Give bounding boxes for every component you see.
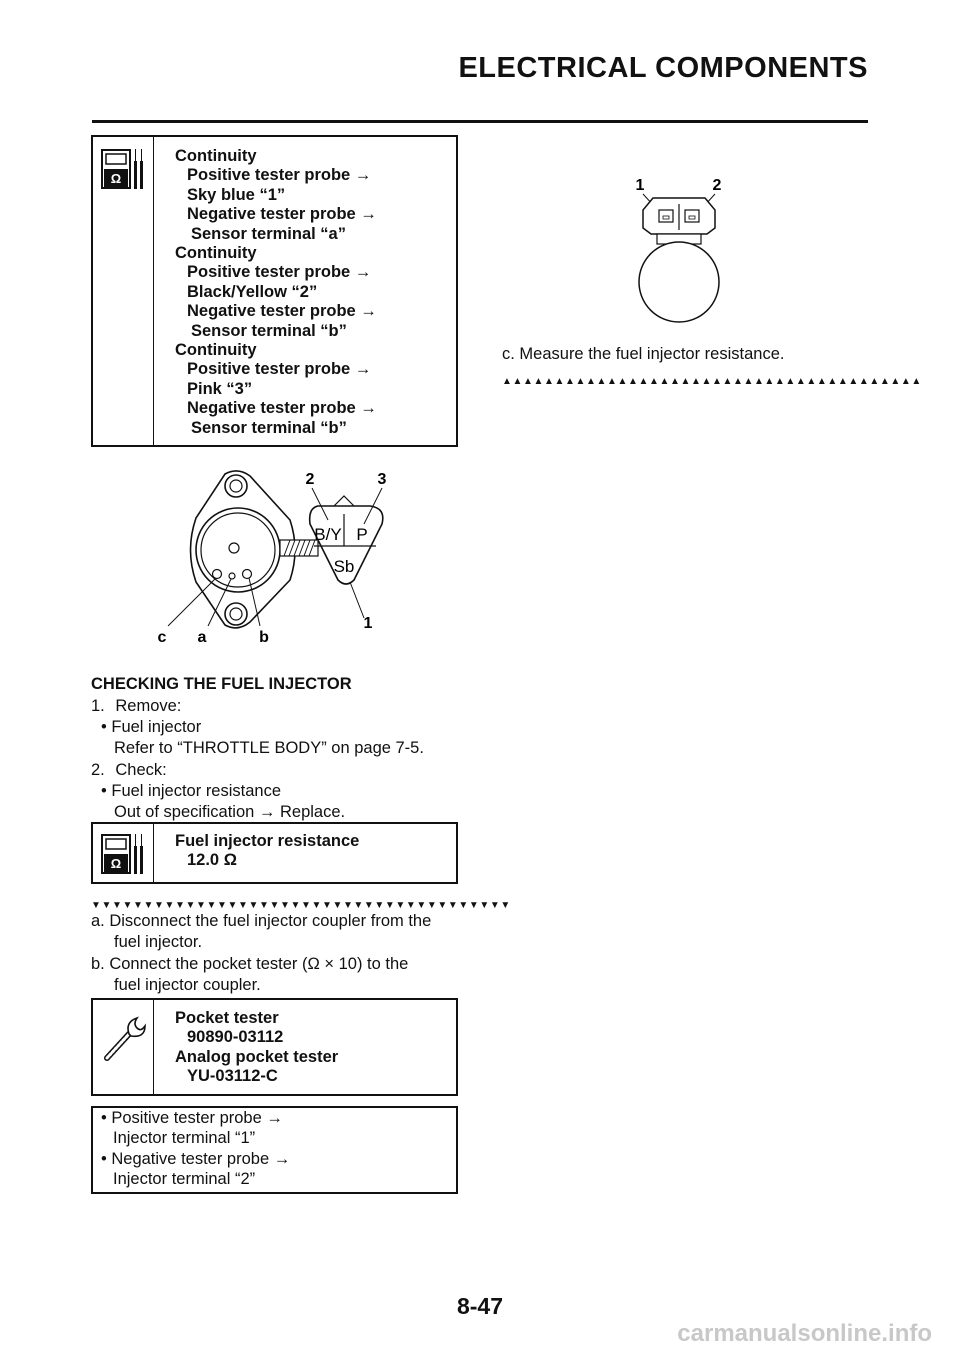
- continuity-line: Negative tester probe →: [187, 302, 377, 321]
- probe-note-text: [101, 1108, 290, 1190]
- resistance-value: 12.0 Ω: [187, 851, 237, 870]
- callout-b: b: [259, 629, 269, 646]
- multimeter-icon: [101, 147, 145, 191]
- tool-number-2: YU-03112-C: [187, 1067, 278, 1086]
- multimeter-icon: [101, 832, 145, 876]
- step-2-text: Check:: [115, 761, 167, 779]
- icon-cell: [93, 824, 154, 882]
- substep-c: c. Measure the fuel injector resistance.: [502, 345, 785, 363]
- page-number: 8-47: [456, 1293, 504, 1319]
- callout-2: 2: [305, 471, 315, 488]
- callout-c: c: [157, 629, 167, 646]
- continuity-line: Sky blue “1”: [187, 185, 286, 204]
- continuity-line: Continuity: [175, 147, 257, 165]
- tool-spec-box: [91, 998, 458, 1096]
- substep-b-cont: fuel injector coupler.: [114, 976, 261, 994]
- tool-name-1: Pocket tester: [175, 1009, 279, 1027]
- step-2: [91, 760, 167, 781]
- continuity-line: Sensor terminal “a”: [191, 224, 346, 243]
- step-2-number: 2.: [91, 761, 105, 779]
- icon-cell: [93, 1000, 154, 1094]
- pin-label-p: P: [356, 525, 368, 544]
- resistance-title: Fuel injector resistance: [175, 832, 360, 850]
- step-1-text: Remove:: [115, 697, 182, 715]
- continuity-line: Positive tester probe →: [187, 360, 372, 379]
- svg-text:Ω: Ω: [110, 856, 122, 871]
- continuity-line: Continuity: [175, 341, 257, 360]
- probe-note-box: [91, 1106, 458, 1194]
- svg-text:Ω: Ω: [110, 171, 122, 186]
- tool-spec-text: [175, 1009, 338, 1087]
- throttle-sensor-diagram: [150, 462, 410, 652]
- wrench-icon: [99, 1014, 147, 1062]
- callout-3: 3: [377, 471, 387, 488]
- probe-positive-terminal: Injector terminal “1”: [113, 1129, 256, 1148]
- continuity-line: Negative tester probe →: [187, 399, 377, 418]
- section-heading: CHECKING THE FUEL INJECTOR: [91, 675, 352, 693]
- continuity-line: Sensor terminal “b”: [191, 418, 347, 437]
- probe-negative-terminal: Injector terminal “2”: [113, 1170, 256, 1189]
- pin-label-sb: Sb: [333, 557, 355, 576]
- callout-1: 1: [635, 177, 645, 194]
- continuity-line: Sensor terminal “b”: [191, 321, 347, 340]
- tool-name-2: Analog pocket tester: [175, 1047, 339, 1066]
- page-title: ELECTRICAL COMPONENTS: [458, 52, 868, 84]
- continuity-line: Pink “3”: [187, 379, 253, 398]
- substep-a-cont: fuel injector.: [114, 933, 203, 951]
- callout-a: a: [197, 629, 207, 646]
- procedure-start-marker: ▼▼▼▼▼▼▼▼▼▼▼▼▼▼▼▼▼▼▼▼▼▼▼▼▼▼▼▼▼▼▼▼▼▼▼▼▼▼▼▼: [91, 900, 511, 911]
- fuel-injector-diagram: [625, 170, 745, 340]
- header-rule: [92, 120, 868, 123]
- continuity-line: Continuity: [175, 244, 257, 263]
- substep-a: a. Disconnect the fuel injector coupler from the: [91, 912, 432, 930]
- resistance-spec-box: [91, 822, 458, 884]
- continuity-line: Negative tester probe →: [187, 205, 377, 224]
- resistance-spec-text: [175, 832, 359, 871]
- step-1-item: • Fuel injector: [101, 718, 202, 736]
- callout-1: 1: [363, 615, 373, 632]
- continuity-line: Black/Yellow “2”: [187, 282, 318, 301]
- tool-number-1: 90890-03112: [187, 1028, 284, 1047]
- callout-2: 2: [712, 177, 722, 194]
- step-1-number: 1.: [91, 697, 105, 715]
- continuity-line: Positive tester probe →: [187, 263, 372, 282]
- procedure-end-marker: ▲▲▲▲▲▲▲▲▲▲▲▲▲▲▲▲▲▲▲▲▲▲▲▲▲▲▲▲▲▲▲▲▲▲▲▲▲▲▲▲: [502, 376, 922, 387]
- pin-label-by: B/Y: [314, 525, 342, 544]
- step-2-reference: Out of specification → Replace.: [114, 803, 346, 821]
- continuity-line: Positive tester probe →: [187, 166, 372, 185]
- watermark: carmanualsonline.info: [677, 1320, 932, 1347]
- probe-positive: • Positive tester probe →: [101, 1109, 283, 1127]
- step-2-item: • Fuel injector resistance: [101, 782, 282, 800]
- icon-cell: [93, 137, 154, 445]
- step-1: [91, 696, 181, 717]
- probe-negative: • Negative tester probe →: [101, 1149, 291, 1168]
- continuity-spec-lines: [175, 147, 377, 438]
- substep-b: b. Connect the pocket tester (Ω × 10) to the: [91, 955, 409, 973]
- continuity-spec-box: [91, 135, 458, 447]
- step-1-reference: Refer to “THROTTLE BODY” on page 7-5.: [114, 739, 424, 757]
